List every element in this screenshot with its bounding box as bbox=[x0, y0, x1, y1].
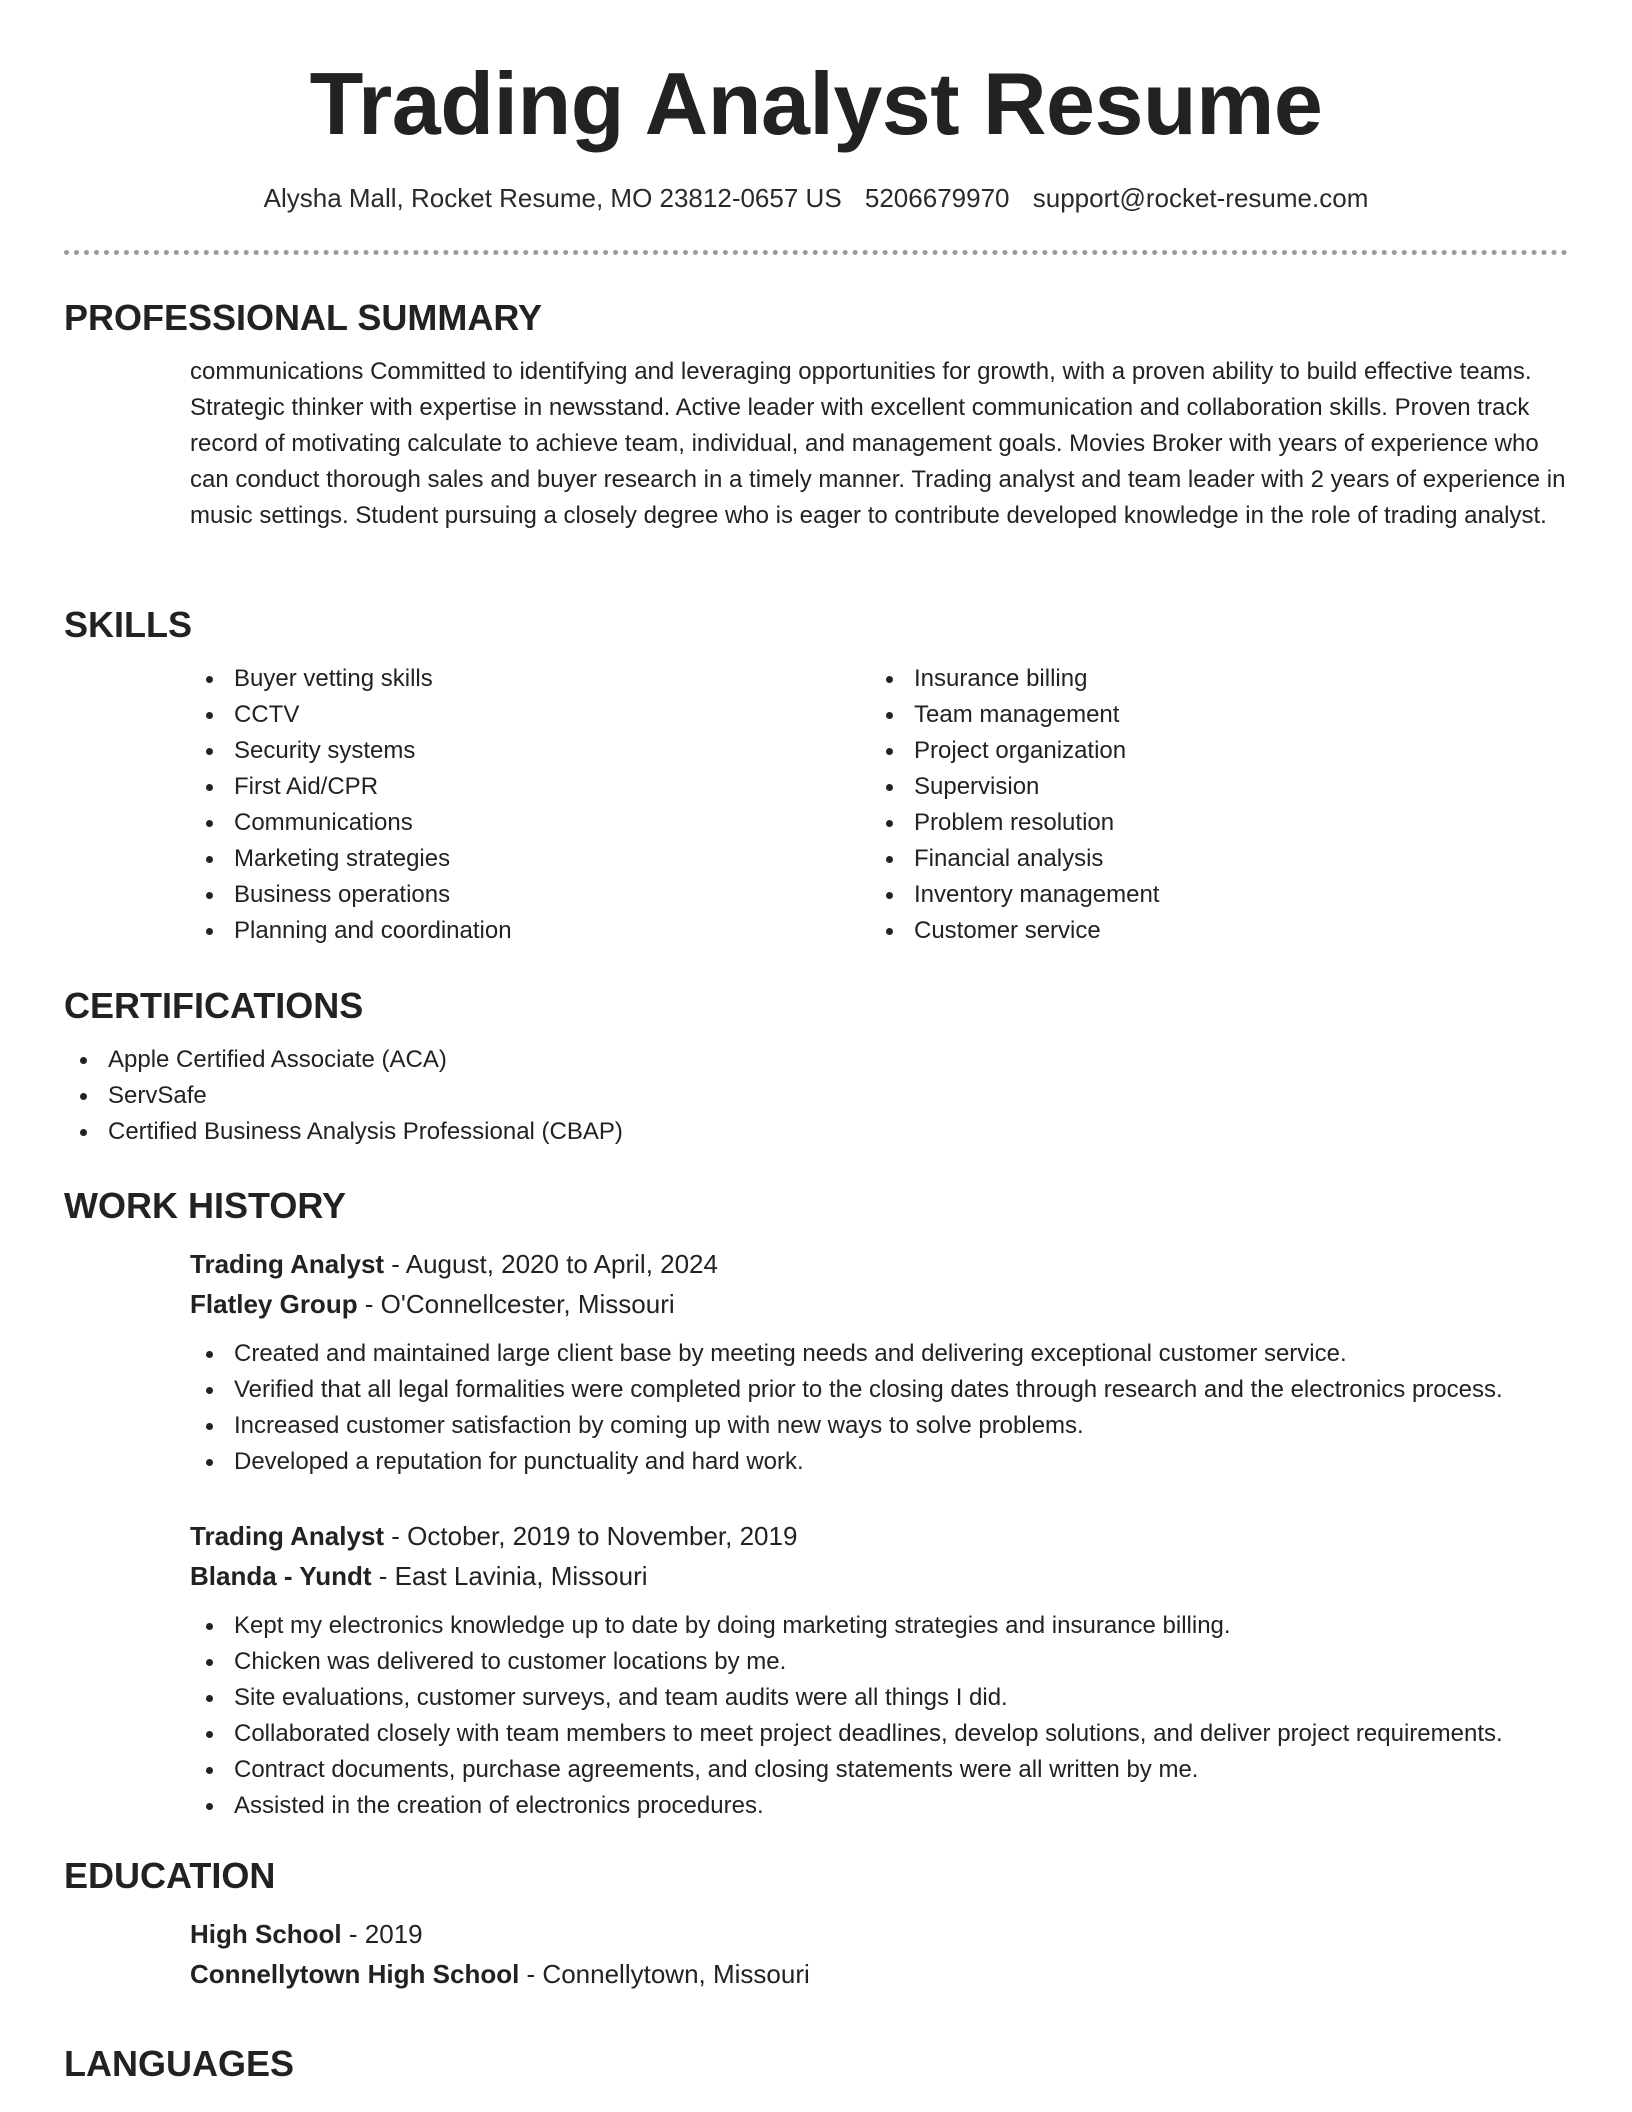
job-duty: Assisted in the creation of electronics procedures. bbox=[190, 1788, 1568, 1824]
job-dates: - October, 2019 to November, 2019 bbox=[384, 1521, 798, 1551]
job-duty: Created and maintained large client base by meeting needs and delivering exceptional customer service. bbox=[190, 1336, 1568, 1372]
education-section bbox=[64, 1852, 1568, 1994]
skill-item: Marketing strategies bbox=[190, 841, 870, 877]
job-title-line bbox=[190, 1516, 1568, 1556]
certification-item: Certified Business Analysis Professional (CBAP) bbox=[64, 1114, 1568, 1150]
header-divider bbox=[64, 250, 1568, 255]
job-duty: Increased customer satisfaction by coming up with new ways to solve problems. bbox=[190, 1408, 1568, 1444]
skill-item: Problem resolution bbox=[870, 805, 1550, 841]
skill-item: Project organization bbox=[870, 733, 1550, 769]
job-dates: - August, 2020 to April, 2024 bbox=[384, 1249, 718, 1279]
section-heading-education: EDUCATION bbox=[64, 1855, 276, 1896]
section-heading-work-history: WORK HISTORY bbox=[64, 1185, 347, 1226]
skills-list-left bbox=[190, 661, 870, 949]
section-heading-skills: SKILLS bbox=[64, 604, 193, 645]
contact-line bbox=[0, 180, 1632, 216]
job-title: Trading Analyst bbox=[190, 1249, 385, 1279]
contact-address: Alysha Mall, Rocket Resume, MO 23812-0657 US bbox=[263, 183, 842, 213]
education-degree: High School bbox=[190, 1919, 342, 1949]
summary-text: communications Committed to identifying and leveraging opportunities for growth, with a proven ability to build effective teams. Strategic thinker with expertise in newsstand. Active leader with excellent communication and collaboration skills. Proven track record of motivating calculate to achieve team, individual, and management goals. Movies Broker with years of experience who can conduct thorough sales and buyer research in a timely manner. Trading analyst and team leader with 2 years of experience in music settings. Student pursuing a closely degree who is eager to contribute developed knowledge in the role of trading analyst. bbox=[190, 358, 1566, 529]
skill-item: Customer service bbox=[870, 913, 1550, 949]
certifications-section bbox=[64, 982, 1568, 1150]
job-company: Flatley Group bbox=[190, 1289, 358, 1319]
skills-columns bbox=[190, 661, 1568, 949]
education-school-line bbox=[190, 1954, 1568, 1994]
section-heading-certifications: CERTIFICATIONS bbox=[64, 985, 364, 1026]
resume-title: Trading Analyst Resume bbox=[309, 54, 1323, 153]
job-duty: Chicken was delivered to customer locations by me. bbox=[190, 1644, 1568, 1680]
job-duty: Verified that all legal formalities were completed prior to the closing dates through research and the electronics process. bbox=[190, 1372, 1568, 1408]
skill-item: First Aid/CPR bbox=[190, 769, 870, 805]
job-duty: Site evaluations, customer surveys, and team audits were all things I did. bbox=[190, 1680, 1568, 1716]
job-duty: Kept my electronics knowledge up to date by doing marketing strategies and insurance billing. bbox=[190, 1608, 1568, 1644]
skill-item: CCTV bbox=[190, 697, 870, 733]
education-year: - 2019 bbox=[341, 1919, 423, 1949]
languages-section bbox=[64, 2040, 1568, 2088]
summary-section bbox=[64, 294, 1568, 534]
work-history-section bbox=[64, 1182, 1568, 1824]
education-degree-line bbox=[190, 1914, 1568, 1954]
job-duty: Collaborated closely with team members to meet project deadlines, develop solutions, and deliver project requirements. bbox=[190, 1716, 1568, 1752]
job-entry bbox=[190, 1244, 1568, 1480]
education-location: - Connellytown, Missouri bbox=[519, 1959, 810, 1989]
job-duties-list bbox=[190, 1336, 1568, 1480]
certification-item: Apple Certified Associate (ACA) bbox=[64, 1042, 1568, 1078]
skill-item: Inventory management bbox=[870, 877, 1550, 913]
job-duty: Developed a reputation for punctuality and hard work. bbox=[190, 1444, 1568, 1480]
job-title-line bbox=[190, 1244, 1568, 1284]
skill-item: Supervision bbox=[870, 769, 1550, 805]
skill-item: Business operations bbox=[190, 877, 870, 913]
skill-item: Communications bbox=[190, 805, 870, 841]
job-company-line bbox=[190, 1556, 1568, 1596]
job-location: - O'Connellcester, Missouri bbox=[357, 1289, 675, 1319]
job-duty: Contract documents, purchase agreements, and closing statements were all written by me. bbox=[190, 1752, 1568, 1788]
job-duties-list bbox=[190, 1608, 1568, 1824]
section-heading-languages: LANGUAGES bbox=[64, 2043, 295, 2084]
education-entry bbox=[190, 1914, 1568, 1994]
skill-item: Planning and coordination bbox=[190, 913, 870, 949]
skill-item: Insurance billing bbox=[870, 661, 1550, 697]
section-heading-summary: PROFESSIONAL SUMMARY bbox=[64, 297, 543, 338]
job-company: Blanda - Yundt bbox=[190, 1561, 372, 1591]
contact-phone: 5206679970 bbox=[864, 183, 1010, 213]
job-entry bbox=[190, 1516, 1568, 1824]
skills-list-right bbox=[870, 661, 1550, 949]
skill-item: Security systems bbox=[190, 733, 870, 769]
job-location: - East Lavinia, Missouri bbox=[371, 1561, 648, 1591]
skill-item: Team management bbox=[870, 697, 1550, 733]
job-company-line bbox=[190, 1284, 1568, 1324]
skills-section bbox=[64, 601, 1568, 949]
skill-item: Buyer vetting skills bbox=[190, 661, 870, 697]
skill-item: Financial analysis bbox=[870, 841, 1550, 877]
certifications-list bbox=[64, 1042, 1568, 1150]
job-title: Trading Analyst bbox=[190, 1521, 385, 1551]
certification-item: ServSafe bbox=[64, 1078, 1568, 1114]
education-school: Connellytown High School bbox=[190, 1959, 520, 1989]
contact-email: support@rocket-resume.com bbox=[1032, 183, 1369, 213]
